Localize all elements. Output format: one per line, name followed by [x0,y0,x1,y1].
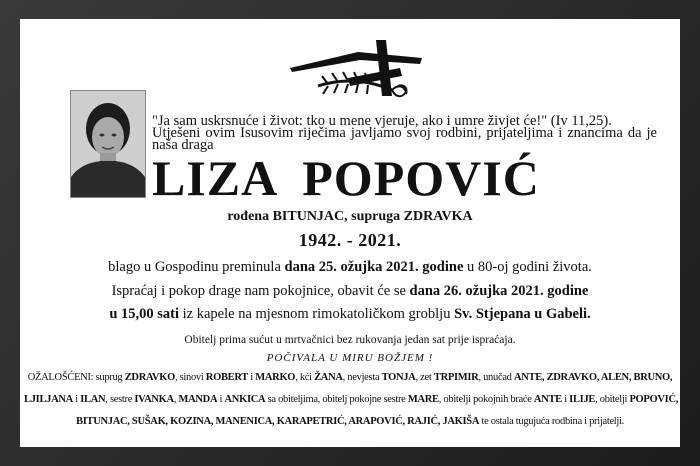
mourner-name: ANTE [533,394,562,405]
mourner-name: ŽANA [314,372,343,383]
mourner-text: te ostala tugujuća rodbina i prijatelji. [479,416,624,427]
mourner-text: , kći [295,372,315,383]
death-line-text: blago u Gospodinu preminula [108,259,285,275]
mourner-name: MANDA [178,394,218,405]
mourner-name: IVANKA [134,394,174,405]
mourner-text: i [247,372,256,383]
mourner-name: ANKICA [224,394,266,405]
maiden-name-line: rođena BITUNJAC, supruga ZDRAVKA [227,209,473,224]
mourner-name: ZDRAVKO [124,372,175,383]
mourners-line-3 [24,416,676,427]
death-line [20,259,680,276]
mourner-name: TONJA [381,372,416,383]
mourner-text: i [561,394,570,405]
mourner-name: LJILJANA [24,394,73,405]
mourner-name: ANTE, ZDRAVKO, ALEN, BRUNO, [513,372,673,383]
funeral-line-text: Ispraćaj i pokop drage nam pokojnice, obavit će se [111,283,410,299]
mourner-text: , sestre [105,394,135,405]
mourner-text: , unučad [478,372,514,383]
mourners-line-1 [24,372,676,383]
funeral-place-text: iz kapele na mjesnom rimokatoličkom groblju [179,306,455,322]
mourner-text: , zet [415,372,434,383]
mourner-text: , nevjesta [342,372,382,383]
funeral-date: dana 26. ožujka 2021. godine [409,283,589,299]
mourner-text: , obitelji pokojnih braće [438,394,534,405]
first-name: LIZA [152,150,279,206]
death-date: dana 25. ožujka 2021. godine [284,259,464,275]
death-age: u 80-oj godini života. [463,259,592,275]
condolence-note: Obitelj prima sućut u mrtvačnici bez rukovanja jedan sat prije ispraćaja. [184,334,516,346]
mourner-name: TRPIMIR [433,372,479,383]
mourner-text: , sinovi [174,372,206,383]
mourner-text: , obitelji [595,394,630,405]
last-name: POPOVIĆ [302,150,540,206]
mourner-name: ILAN [80,394,106,405]
mourners-line-2 [24,394,679,405]
mourner-name: ROBERT [205,372,248,383]
quote-line-1: "Ja sam uskrsnuće i život: tko u mene vjeruje, ako i umre živjet će!" (Iv 11,25). [152,113,612,129]
mourner-text: , [173,394,179,405]
rest-in-peace: POČIVALA U MIRU BOŽJEM ! [266,352,434,364]
mourner-text: i [217,394,225,405]
mourner-name: BITUNJAC, SUŠAK, KOZINA, MANENICA, KARAPETRIĆ, ARAPOVIĆ, RAJIĆ, JAKIŠA [76,416,480,427]
mourner-name: MARE [407,394,439,405]
bible-quote [152,115,657,151]
mourner-text: i [72,394,81,405]
quote-line-2: Utješeni ovim Isusovim riječima javljamo svoj rodbini, prijateljima i znancima da je naša draga [152,125,657,153]
deceased-name [152,150,672,206]
portrait-photo [70,90,146,198]
funeral-place-line [20,306,680,323]
mourner-name: ILIJE [569,394,596,405]
cross-with-palm-icon [288,38,424,100]
mourner-name: MARKO [255,372,296,383]
life-years: 1942. - 2021. [298,230,402,250]
funeral-line [20,283,680,300]
mourner-text: sa obiteljima, obitelj pokojne sestre [265,394,408,405]
mourner-name: POPOVIĆ, [629,394,679,405]
funeral-time: u 15,00 sati [109,306,180,322]
mourner-text: OŽALOŠĆENI: suprug [27,372,125,383]
cemetery-name: Sv. Stjepana u Gabeli. [454,306,591,322]
